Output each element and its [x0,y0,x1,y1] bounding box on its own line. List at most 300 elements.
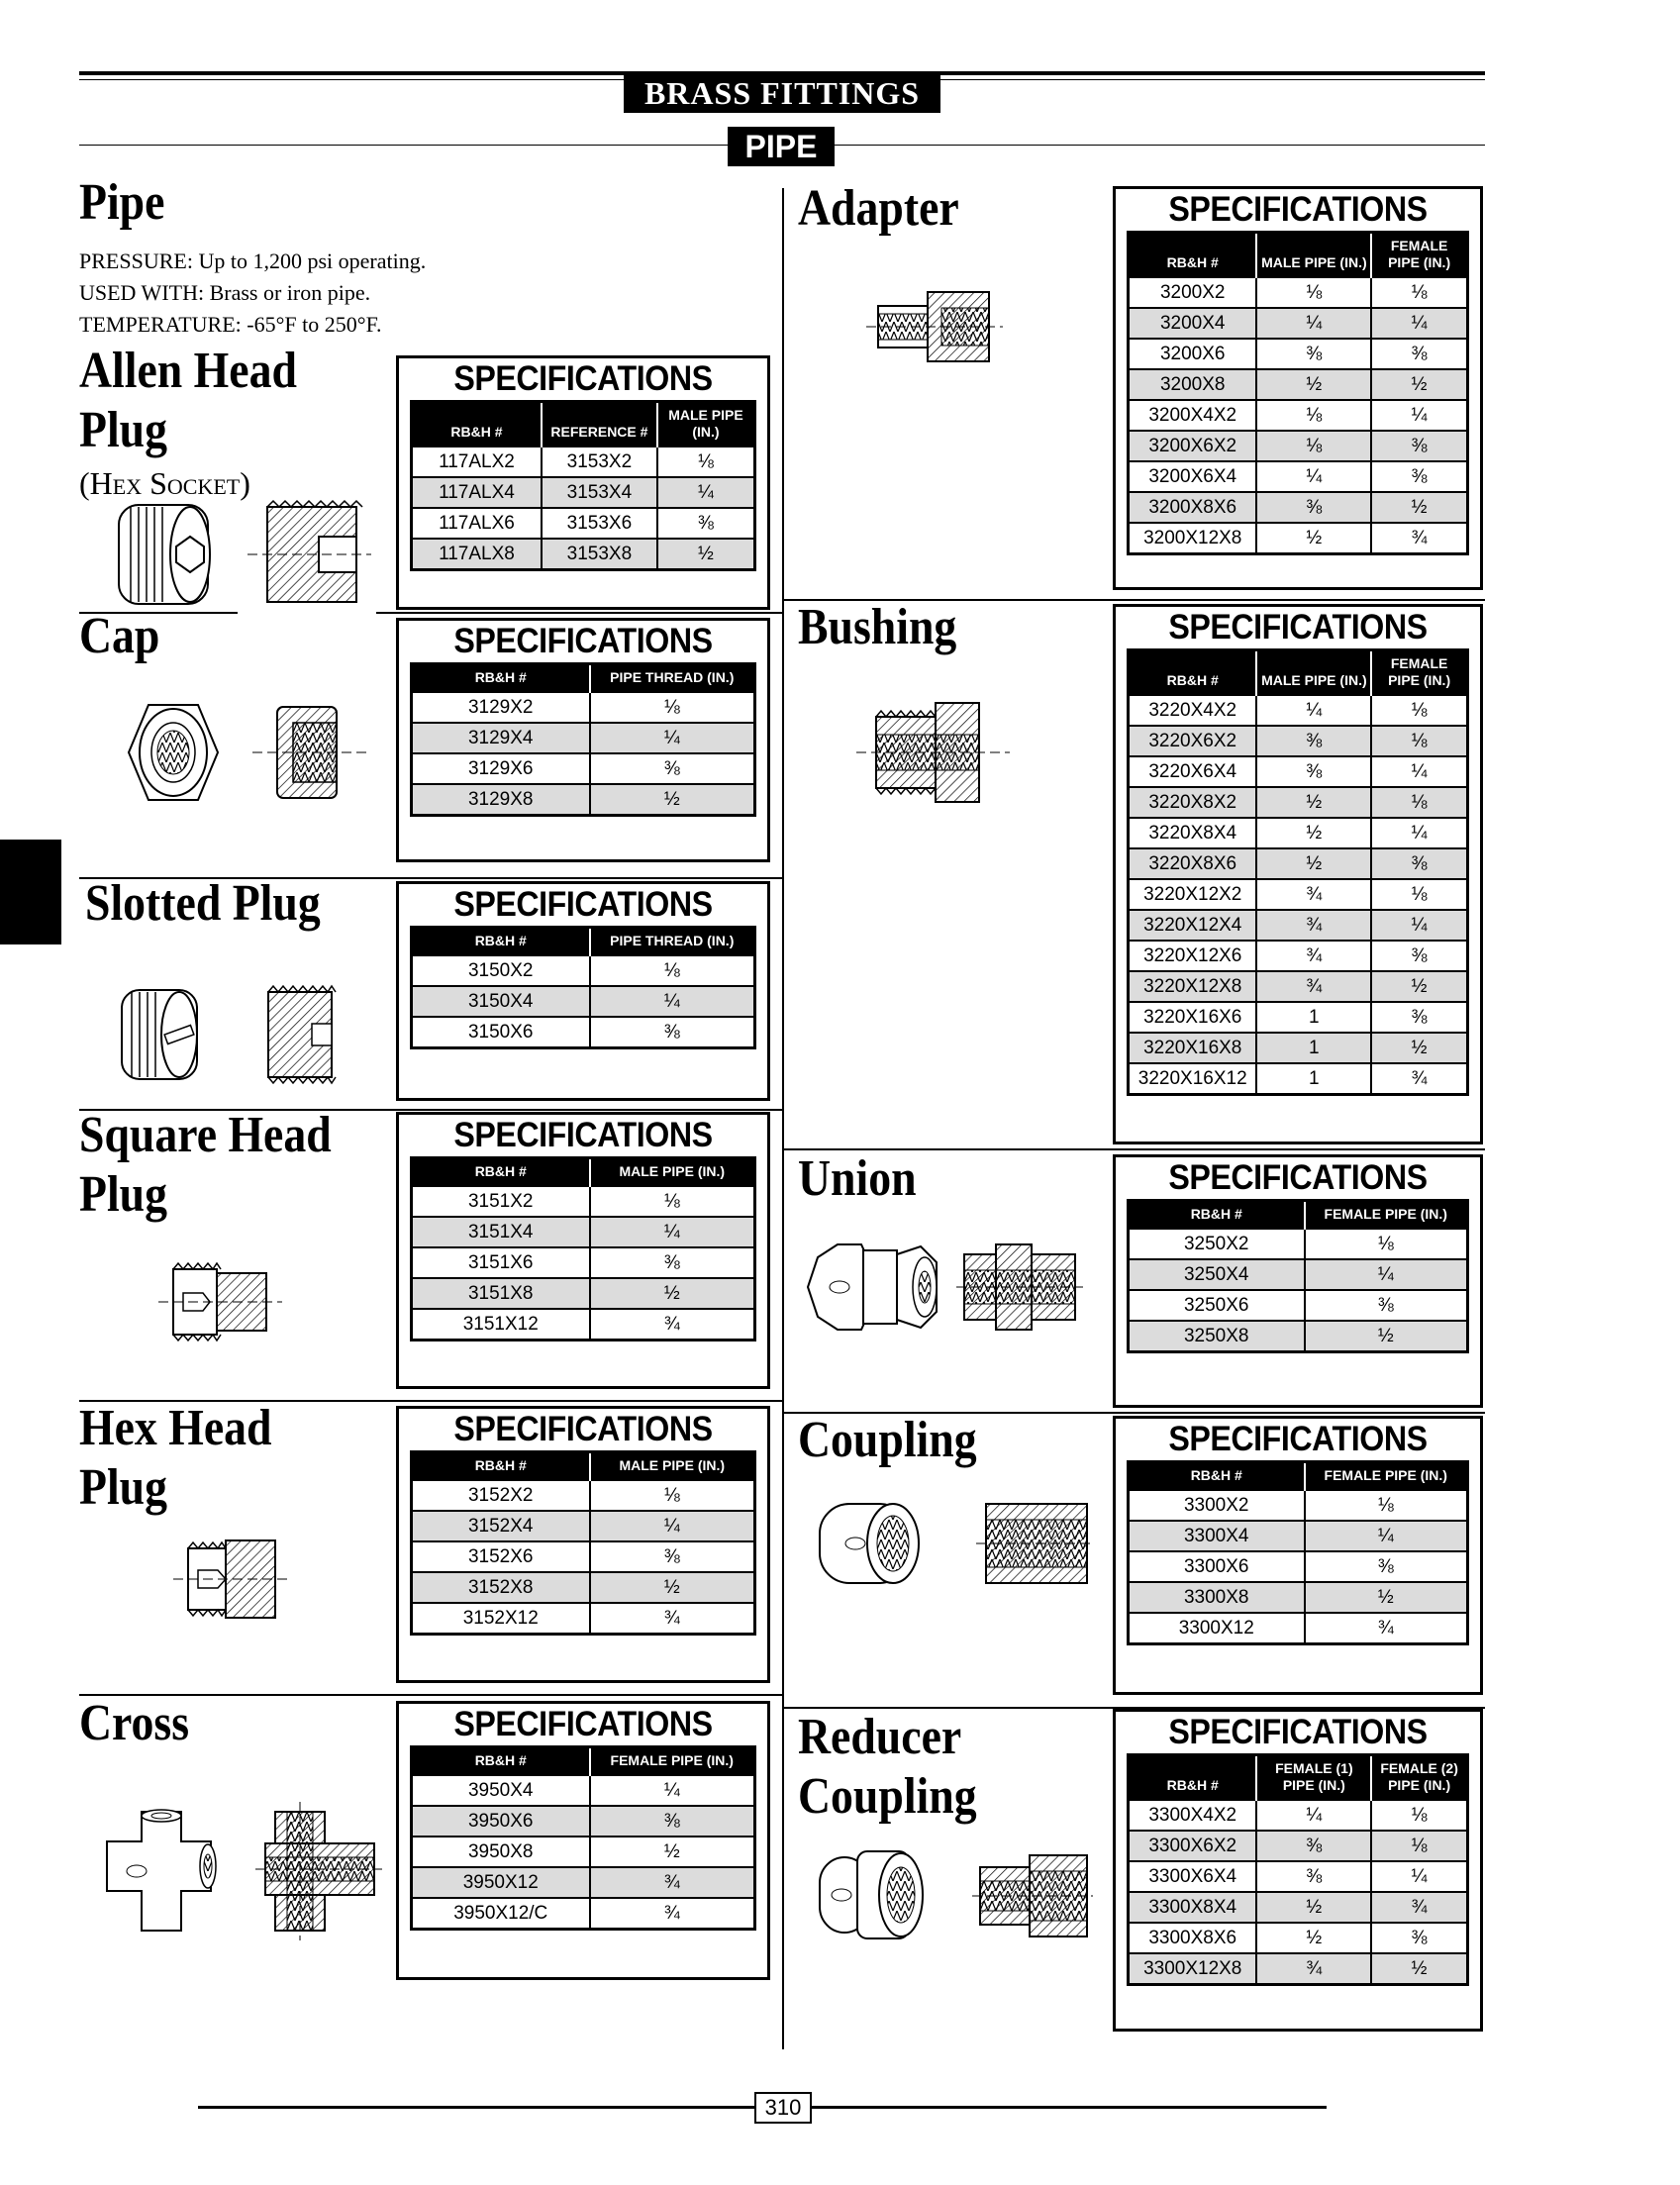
table-cell: ½ [1256,369,1371,400]
table-cell: 3151X6 [412,1247,590,1278]
table-row [1129,400,1468,431]
table-cell: 3220X6X4 [1129,756,1257,787]
cross-spec-title: SPECIFICATIONS [453,1705,713,1743]
table-cell: 117ALX8 [412,539,542,570]
table-cell: 3152X8 [412,1572,590,1603]
table-cell: ¾ [1371,523,1467,554]
table-cell: 3200X8 [1129,369,1257,400]
table-cell: 3220X6X2 [1129,726,1257,756]
table-cell: ⅛ [590,692,755,723]
table-cell: 3220X8X6 [1129,848,1257,879]
reducer-spec-title: SPECIFICATIONS [1168,1713,1428,1751]
column-header: FEMALE PIPE (IN.) [1371,650,1467,696]
table-cell: ⅛ [1371,726,1467,756]
table-cell: ¾ [590,1603,755,1635]
used-with-value: Brass or iron pipe. [204,280,371,305]
table-cell: ⅛ [1371,277,1467,308]
table-cell: ¼ [1256,308,1371,339]
table-cell: 3300X6X4 [1129,1861,1257,1892]
table-cell: 3950X6 [412,1806,590,1837]
column-header: RB&H # [412,402,542,447]
table-cell: ½ [1371,971,1467,1002]
table-cell: 3950X12/C [412,1898,590,1930]
table-row [412,1278,755,1309]
table-cell: 3151X4 [412,1217,590,1247]
table-cell: 3152X12 [412,1603,590,1635]
table-cell: ¼ [1371,910,1467,941]
table-cell: ⅛ [1305,1490,1468,1521]
subcategory-banner: PIPE [728,127,835,166]
cross-illustration [97,1802,384,1940]
column-header: RB&H # [1129,1462,1305,1491]
reducer-coupling-illustration [798,1841,1095,1950]
table-row [1129,1800,1468,1831]
table-cell: ⅜ [1371,848,1467,879]
union-spec-title: SPECIFICATIONS [1168,1158,1428,1197]
table-cell: ¼ [1256,695,1371,726]
table-cell: 3220X16X6 [1129,1002,1257,1033]
square-head-plug-title: Square Head [79,1107,332,1163]
reducer-coupling-title-line2: Coupling [798,1768,977,1825]
table-cell: ½ [1371,1953,1467,1985]
table-cell: ½ [1256,1923,1371,1953]
table-cell: 3250X4 [1129,1259,1305,1290]
column-header: FEMALE PIPE (IN.) [590,1747,755,1776]
table-cell: 3129X2 [412,692,590,723]
cap-illustration [119,693,376,812]
table-row [1129,1582,1468,1613]
table-cell: ½ [1256,818,1371,848]
coupling-spec-title: SPECIFICATIONS [1168,1420,1428,1458]
column-header: PIPE THREAD (IN.) [590,928,755,956]
allen-spec-title: SPECIFICATIONS [453,359,713,398]
cap-spec-table [410,662,756,817]
coupling-illustration [798,1490,1095,1599]
coupling-header-row [1129,1462,1468,1491]
table-row [412,1603,755,1635]
table-cell: ½ [1305,1321,1468,1352]
square-head-plug-title-line2: Plug [79,1166,168,1223]
table-row [1129,492,1468,523]
table-cell: 3200X2 [1129,277,1257,308]
table-cell: ⅜ [1371,1002,1467,1033]
hex-spec-table [410,1450,756,1636]
table-row [1129,1002,1468,1033]
table-row [412,1541,755,1572]
table-cell: ¼ [590,1511,755,1541]
table-cell: ⅜ [590,1806,755,1837]
table-row [412,1480,755,1511]
column-header: RB&H # [412,1158,590,1187]
table-row [1129,339,1468,369]
table-cell: 3220X4X2 [1129,695,1257,726]
page-number: 310 [754,2092,812,2124]
table-cell: ¾ [1371,1063,1467,1095]
table-row [1129,1861,1468,1892]
slotted-plug-title: Slotted Plug [85,875,321,932]
table-cell: ¾ [590,1898,755,1930]
column-header: FEMALE PIPE (IN.) [1305,1462,1468,1491]
column-header: FEMALE PIPE (IN.) [1305,1201,1468,1230]
table-row [1129,308,1468,339]
table-row [1129,1613,1468,1644]
pressure-value: Up to 1,200 psi operating. [192,248,427,273]
table-cell: ½ [1371,369,1467,400]
table-cell: 3200X4X2 [1129,400,1257,431]
bushing-spec-title: SPECIFICATIONS [1168,608,1428,646]
table-cell: ¼ [1256,1800,1371,1831]
table-cell: 3300X4 [1129,1521,1305,1551]
table-cell: ½ [1256,523,1371,554]
table-row [1129,1259,1468,1290]
table-row [412,1775,755,1806]
square-spec-title: SPECIFICATIONS [453,1116,713,1154]
allen-spec-table [410,400,756,571]
table-cell: 3150X6 [412,1017,590,1048]
column-header: PIPE THREAD (IN.) [590,664,755,693]
table-cell: ⅛ [590,955,755,986]
side-tab [0,840,61,944]
table-cell: ¼ [590,1217,755,1247]
slotted-plug-specs [396,881,770,1101]
table-cell: ¼ [1371,756,1467,787]
hex-head-plug-illustration [168,1535,297,1624]
column-header: FEMALE PIPE (IN.) [1371,233,1467,278]
table-cell: ⅜ [1371,431,1467,461]
table-cell: 3151X8 [412,1278,590,1309]
table-row [412,1186,755,1217]
table-cell: ⅜ [1256,756,1371,787]
column-header: MALE PIPE (IN.) [590,1158,755,1187]
table-cell: 1 [1256,1063,1371,1095]
table-cell: ¼ [657,477,755,508]
table-row [1129,1923,1468,1953]
table-cell: ½ [590,1837,755,1867]
table-cell: ⅜ [1305,1290,1468,1321]
hex-spec-title: SPECIFICATIONS [453,1410,713,1448]
adapter-title: Adapter [798,180,959,237]
table-cell: ⅛ [590,1480,755,1511]
table-cell: 3220X12X6 [1129,941,1257,971]
table-cell: ¾ [1371,1892,1467,1923]
table-row [1129,1229,1468,1259]
table-cell: ⅛ [657,447,755,477]
table-cell: ⅛ [1371,879,1467,910]
union-specs [1113,1154,1483,1408]
column-header: MALE PIPE (IN.) [657,402,755,447]
table-row [412,1806,755,1837]
table-cell: ½ [590,1572,755,1603]
coupling-spec-table [1127,1460,1469,1645]
table-cell: ⅜ [657,508,755,539]
table-cell: ⅛ [1305,1229,1468,1259]
column-header: MALE PIPE (IN.) [1256,233,1371,278]
table-cell: ⅜ [1256,1831,1371,1861]
table-row [1129,1892,1468,1923]
column-header: REFERENCE # [542,402,657,447]
column-header: FEMALE (2) PIPE (IN.) [1371,1755,1467,1801]
table-row [1129,1521,1468,1551]
column-header: MALE PIPE (IN.) [590,1452,755,1481]
used-with-line [79,277,426,309]
table-row [1129,941,1468,971]
table-row [1129,695,1468,726]
slotted-spec-table [410,926,756,1049]
table-row [412,1867,755,1898]
table-row [1129,971,1468,1002]
table-row [1129,461,1468,492]
table-cell: 3250X8 [1129,1321,1305,1352]
table-cell: 3300X12 [1129,1613,1305,1644]
table-cell: ¼ [590,1775,755,1806]
table-row [412,986,755,1017]
table-cell: 3152X6 [412,1541,590,1572]
table-cell: ½ [1371,1033,1467,1063]
allen-head-plug-specs [396,355,770,610]
table-row [1129,1551,1468,1582]
reducer-coupling-specs [1113,1709,1483,2032]
table-cell: ⅜ [1371,339,1467,369]
table-row [1129,1321,1468,1352]
table-cell: 3151X12 [412,1309,590,1341]
table-row [412,1511,755,1541]
reducer-coupling-title: Reducer [798,1709,962,1765]
hex-head-plug-specs [396,1406,770,1683]
table-row [412,784,755,816]
table-row [412,1898,755,1930]
table-cell: 3300X6 [1129,1551,1305,1582]
bushing-illustration [856,693,1015,812]
column-header: FEMALE (1) PIPE (IN.) [1256,1755,1371,1801]
allen-head-plug-title-line2: Plug [79,402,168,458]
table-cell: ⅜ [1256,339,1371,369]
table-row [412,539,755,570]
pressure-label: PRESSURE: [79,248,193,273]
table-cell: 117ALX4 [412,477,542,508]
table-cell: 3220X16X8 [1129,1033,1257,1063]
table-cell: ¾ [590,1309,755,1341]
column-header: RB&H # [412,928,590,956]
table-cell: ½ [657,539,755,570]
table-cell: ¼ [1371,1861,1467,1892]
table-cell: ⅛ [1371,1800,1467,1831]
table-row [412,1017,755,1048]
column-header: RB&H # [412,1452,590,1481]
table-row [412,723,755,753]
table-row [412,692,755,723]
table-cell: 3152X4 [412,1511,590,1541]
slotted-header-row [412,928,755,956]
table-row [412,508,755,539]
table-cell: ⅜ [1256,492,1371,523]
table-row [412,1572,755,1603]
square-head-plug-specs [396,1112,770,1389]
table-cell: ⅜ [1305,1551,1468,1582]
table-cell: ¾ [1256,941,1371,971]
pipe-info [79,246,426,341]
table-row [1129,1953,1468,1985]
table-cell: ¾ [1305,1613,1468,1644]
allen-header-row [412,402,755,447]
table-cell: 3200X4 [1129,308,1257,339]
table-cell: 3129X4 [412,723,590,753]
temperature-value: -65°F to 250°F. [241,312,382,337]
cross-header-row [412,1747,755,1776]
temperature-label: TEMPERATURE: [79,312,242,337]
table-cell: 3150X4 [412,986,590,1017]
table-cell: ¼ [1371,308,1467,339]
bushing-title: Bushing [798,599,957,655]
table-cell: 3220X8X4 [1129,818,1257,848]
adapter-spec-title: SPECIFICATIONS [1168,190,1428,229]
table-cell: ⅜ [1256,726,1371,756]
table-row [1129,756,1468,787]
hex-head-plug-title: Hex Head [79,1400,272,1456]
table-row [1129,523,1468,554]
coupling-specs [1113,1416,1483,1695]
table-cell: ⅛ [590,1186,755,1217]
column-header: RB&H # [1129,1201,1305,1230]
slotted-plug-illustration [114,980,351,1089]
table-cell: ⅜ [590,1017,755,1048]
reducer-header-row [1129,1755,1468,1801]
allen-head-plug-subtitle: (Hex Socket) [79,465,250,501]
bushing-header-row [1129,650,1468,696]
table-cell: ¼ [1256,461,1371,492]
table-row [1129,1490,1468,1521]
table-cell: ⅛ [1371,695,1467,726]
used-with-label: USED WITH: [79,280,205,305]
table-cell: 3220X12X4 [1129,910,1257,941]
table-cell: ¾ [1256,879,1371,910]
table-cell: 3300X6X2 [1129,1831,1257,1861]
table-cell: ¾ [1256,971,1371,1002]
union-illustration [798,1233,1085,1341]
table-cell: 3153X2 [542,447,657,477]
hex-header-row [412,1452,755,1481]
union-header-row [1129,1201,1468,1230]
cross-title: Cross [79,1695,190,1751]
union-spec-table [1127,1199,1469,1353]
column-header: RB&H # [1129,233,1257,278]
table-row [412,447,755,477]
column-header: RB&H # [412,1747,590,1776]
table-row [1129,1063,1468,1095]
table-cell: ¼ [590,723,755,753]
adapter-spec-table [1127,231,1469,555]
table-row [412,1217,755,1247]
table-cell: ¾ [1256,1953,1371,1985]
table-cell: ¾ [1256,910,1371,941]
table-cell: 3220X12X8 [1129,971,1257,1002]
table-row [1129,818,1468,848]
table-row [412,477,755,508]
table-cell: ⅛ [1256,277,1371,308]
table-cell: 3151X2 [412,1186,590,1217]
allen-head-plug-title: Allen Head [79,343,297,399]
table-cell: 3950X8 [412,1837,590,1867]
table-cell: ¼ [590,986,755,1017]
table-cell: ½ [1305,1582,1468,1613]
table-row [412,753,755,784]
cap-title: Cap [79,608,160,664]
cap-spec-title: SPECIFICATIONS [453,622,713,660]
square-header-row [412,1158,755,1187]
column-header: RB&H # [1129,1755,1257,1801]
cross-spec-table [410,1745,756,1931]
table-cell: 3950X4 [412,1775,590,1806]
table-row [1129,1831,1468,1861]
reducer-spec-table [1127,1753,1469,1986]
table-cell: 3200X8X6 [1129,492,1257,523]
table-row [412,1837,755,1867]
table-cell: 3950X12 [412,1867,590,1898]
table-row [412,1309,755,1341]
table-cell: 3152X2 [412,1480,590,1511]
table-cell: ⅜ [1371,1923,1467,1953]
table-cell: 3220X16X12 [1129,1063,1257,1095]
column-header: RB&H # [1129,650,1257,696]
table-cell: 3300X4X2 [1129,1800,1257,1831]
table-row [1129,369,1468,400]
table-cell: ¼ [1371,818,1467,848]
table-row [1129,787,1468,818]
table-cell: ⅜ [1371,461,1467,492]
table-cell: 3300X8X4 [1129,1892,1257,1923]
table-cell: ⅛ [1256,400,1371,431]
allen-head-plug-illustration [109,495,376,614]
table-cell: 3300X8X6 [1129,1923,1257,1953]
adapter-header-row [1129,233,1468,278]
table-cell: 1 [1256,1033,1371,1063]
table-cell: 3153X8 [542,539,657,570]
table-cell: ⅛ [1256,431,1371,461]
table-cell: ⅜ [590,1247,755,1278]
temperature-line [79,309,426,341]
table-cell: 3220X8X2 [1129,787,1257,818]
allen-divider-b [376,612,782,614]
table-cell: 1 [1256,1002,1371,1033]
table-cell: ¼ [1371,400,1467,431]
table-cell: 3200X6X2 [1129,431,1257,461]
table-cell: ½ [1256,787,1371,818]
table-row [1129,726,1468,756]
table-cell: ¼ [1305,1521,1468,1551]
square-spec-table [410,1156,756,1341]
table-cell: 117ALX6 [412,508,542,539]
table-cell: ⅜ [1256,1861,1371,1892]
table-row [1129,1033,1468,1063]
table-row [412,955,755,986]
bushing-specs [1113,604,1483,1144]
slotted-spec-title: SPECIFICATIONS [453,885,713,924]
bushing-spec-table [1127,648,1469,1096]
table-cell: ⅛ [1371,1831,1467,1861]
table-cell: ⅜ [590,1541,755,1572]
table-cell: ⅛ [1371,787,1467,818]
table-cell: 3220X12X2 [1129,879,1257,910]
table-cell: ⅜ [1371,941,1467,971]
adapter-specs [1113,186,1483,590]
table-cell: ⅜ [590,753,755,784]
column-header: MALE PIPE (IN.) [1256,650,1371,696]
table-cell: ½ [1371,492,1467,523]
table-cell: 3153X6 [542,508,657,539]
pressure-line [79,246,426,277]
table-cell: 3250X2 [1129,1229,1305,1259]
table-row [1129,431,1468,461]
table-row [1129,848,1468,879]
